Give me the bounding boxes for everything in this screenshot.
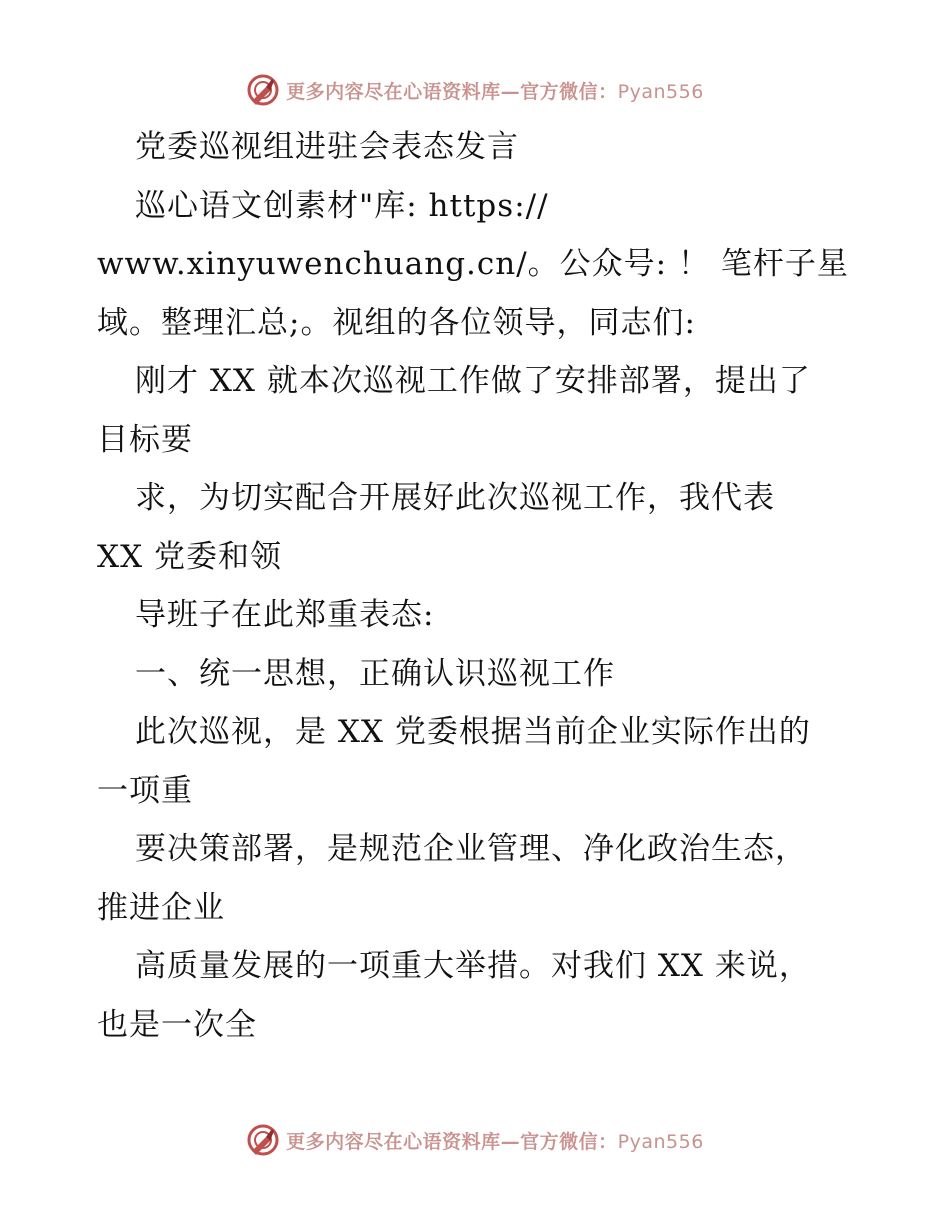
doc-line: 域。整理汇总;。视组的各位领导，同志们: bbox=[97, 304, 696, 341]
document-body bbox=[97, 118, 857, 1054]
doc-line: 要决策部署，是规范企业管理、净化政治生态， bbox=[135, 831, 807, 867]
watermark-text: 更多内容尽在心语资料库—官方微信：Pyan556 bbox=[286, 80, 704, 103]
header-watermark bbox=[0, 70, 950, 110]
doc-line: 此次巡视，是 XX 党委根据当前企业实际作出的 bbox=[135, 714, 811, 750]
doc-line: 一项重 bbox=[97, 772, 193, 809]
doc-line: 导班子在此郑重表态: bbox=[135, 597, 435, 633]
doc-line: 也是一次全 bbox=[97, 1006, 257, 1043]
doc-line: www.xinyuwenchuang.cn/。公众号: ！ 笔杆子星 bbox=[97, 246, 849, 282]
pen-logo-icon bbox=[246, 1123, 280, 1157]
doc-line: XX 党委和领 bbox=[97, 538, 282, 575]
section-heading: 一、统一思想，正确认识巡视工作 bbox=[135, 655, 615, 692]
doc-line: 巡心语文创素材"库: https:// bbox=[135, 187, 549, 224]
doc-line: 刚才 XX 就本次巡视工作做了安排部署，提出了 bbox=[135, 363, 811, 399]
doc-line: 求，为切实配合开展好此次巡视工作，我代表 bbox=[135, 480, 775, 516]
doc-line: 推进企业 bbox=[97, 889, 225, 926]
pen-logo-icon bbox=[246, 73, 280, 107]
footer-watermark bbox=[0, 1120, 950, 1160]
doc-line: 高质量发展的一项重大举措。对我们 XX 来说， bbox=[135, 948, 811, 984]
watermark-text: 更多内容尽在心语资料库—官方微信：Pyan556 bbox=[286, 1130, 704, 1153]
doc-line: 目标要 bbox=[97, 421, 193, 458]
doc-title: 党委巡视组进驻会表态发言 bbox=[135, 129, 519, 165]
